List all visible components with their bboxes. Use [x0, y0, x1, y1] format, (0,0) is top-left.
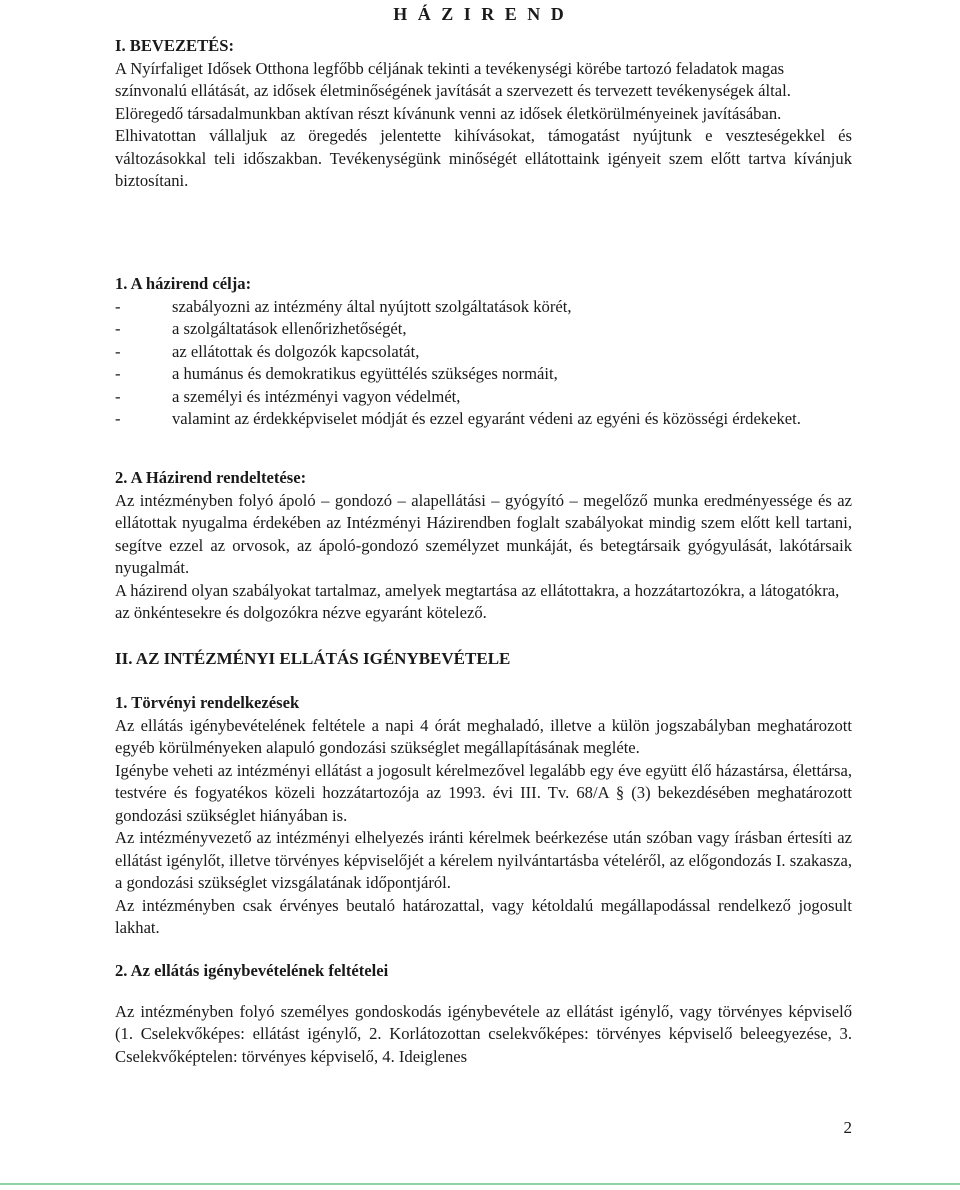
conditions-section — [115, 960, 852, 1068]
law-paragraph: Az ellátás igénybevételének feltétele a napi 4 órát meghaladó, illetve a külön jogszabályban meghatározott egyéb körülményeken alapuló gondozási szükséglet megállapításának megléte. — [115, 715, 852, 757]
purpose2-paragraph: Az intézményben folyó ápoló – gondozó – alapellátási – gyógyító – megelőző munka eredményessége és az ellátottak nyugalma érdekében az Intézményi Házirendben foglalt szabályokat mindig szem előtt kell tartani, segítve ezzel az orvosok, az ápoló-gondozó személyzet munkáját, és betegtársaik gyógyulását, lakótársaik nyugalmát. — [115, 490, 852, 577]
law-heading: 1. Törvényi rendelkezések — [115, 693, 300, 712]
list-item-text: a szolgáltatások ellenőrizhetőségét, — [172, 319, 407, 338]
intro-section — [115, 35, 852, 193]
list-marker: - — [115, 409, 121, 428]
purpose2-section — [115, 467, 852, 625]
purpose2-heading: 2. A Házirend rendeltetése: — [115, 468, 307, 487]
list-marker: - — [115, 341, 121, 361]
list-marker: - — [115, 296, 121, 316]
list-marker: - — [115, 386, 121, 406]
list-item — [115, 386, 852, 409]
intro-paragraph: Elhivatottan vállaljuk az öregedés jelentette kihívásokat, támogatást nyújtunk e veszteségekkel és változásokkal teli időszakban. Tevékenységünk minőségét ellátottaink igényeit szem előtt tartva kívánjuk biztosítani. — [115, 126, 852, 190]
chapter2-section — [115, 648, 852, 671]
chapter2-heading: II. AZ INTÉZMÉNYI ELLÁTÁS IGÉNYBEVÉTELE — [115, 649, 511, 668]
law-paragraph: Az intézményben csak érvényes beutaló határozattal, vagy kétoldalú megállapodással rendelkező jogosult lakhat. — [115, 895, 852, 937]
intro-paragraph: A Nyírfaliget Idősek Otthona legfőbb céljának tekinti a tevékenységi körébe tartozó feladatok magas színvonalú ellátását, az idősek életminőségének javítását a szervezett és tervezett tevékenységek által. — [115, 58, 791, 100]
footer-divider — [0, 1183, 960, 1185]
intro-paragraph: Elöregedő társadalmunkban aktívan részt kívánunk venni az idősek életkörülményeinek javításában. — [115, 103, 782, 123]
list-marker: - — [115, 319, 121, 338]
list-item — [115, 408, 852, 431]
list-item-text: az ellátottak és dolgozók kapcsolatát, — [172, 341, 420, 361]
list-marker: - — [115, 364, 121, 383]
list-item-text: a személyi és intézményi vagyon védelmét, — [172, 386, 461, 406]
purpose-section — [115, 273, 852, 431]
purpose-list — [115, 296, 852, 431]
conditions-paragraph: Az intézményben folyó személyes gondoskodás igénybevétele az ellátást igénylő, vagy törvényes képviselő (1. Cselekvőképes: ellátást igénylő, 2. Korlátozottan cselekvőképes: törvényes képviselő beleegyezése, 3. Cselekvőképtelen: törvényes képviselő, 4. Ideiglenes — [115, 1001, 852, 1066]
list-item-text: valamint az érdekképviselet módját és ezzel egyaránt védeni az egyéni és közösségi érdekeket. — [172, 409, 801, 428]
list-item — [115, 296, 852, 319]
list-item — [115, 318, 852, 341]
list-item — [115, 341, 852, 364]
intro-heading: I. BEVEZETÉS: — [115, 36, 234, 55]
purpose-heading: 1. A házirend célja: — [115, 274, 252, 293]
list-item — [115, 363, 852, 386]
law-paragraph: Igénybe veheti az intézményi ellátást a jogosult kérelmezővel legalább egy éve együtt élő házastársa, élettársa, testvére és fogyatékos közeli hozzátartozója az 1993. évi III. Tv. 68/A § (3) bekezdésében meghatározott gondozási szükséglet hiányában is. — [115, 760, 852, 825]
law-section — [115, 692, 852, 940]
law-paragraph: Az intézményvezető az intézményi elhelyezés iránti kérelmek beérkezése után szóban vagy írásban értesíti az ellátást igénylőt, illetve törvényes képviselőjét a kérelem nyilvántartásba vételéről, az előgondozás I. szakasza, a gondozási szükséglet vizsgálatának időpontjáról. — [115, 828, 852, 892]
purpose2-paragraph: A házirend olyan szabályokat tartalmaz, amelyek megtartása az ellátottakra, a hozzátartozókra, a látogatókra, az önkéntesekre és dolgozókra nézve egyaránt kötelező. — [115, 580, 840, 622]
list-item-text: a humánus és demokratikus együttélés szükséges normáit, — [172, 364, 558, 383]
conditions-heading: 2. Az ellátás igénybevételének feltételei — [115, 961, 389, 980]
page-number: 2 — [843, 1118, 852, 1137]
document-title: H Á Z I R E N D — [393, 4, 567, 24]
list-item-text: szabályozni az intézmény által nyújtott szolgáltatások körét, — [172, 296, 572, 316]
